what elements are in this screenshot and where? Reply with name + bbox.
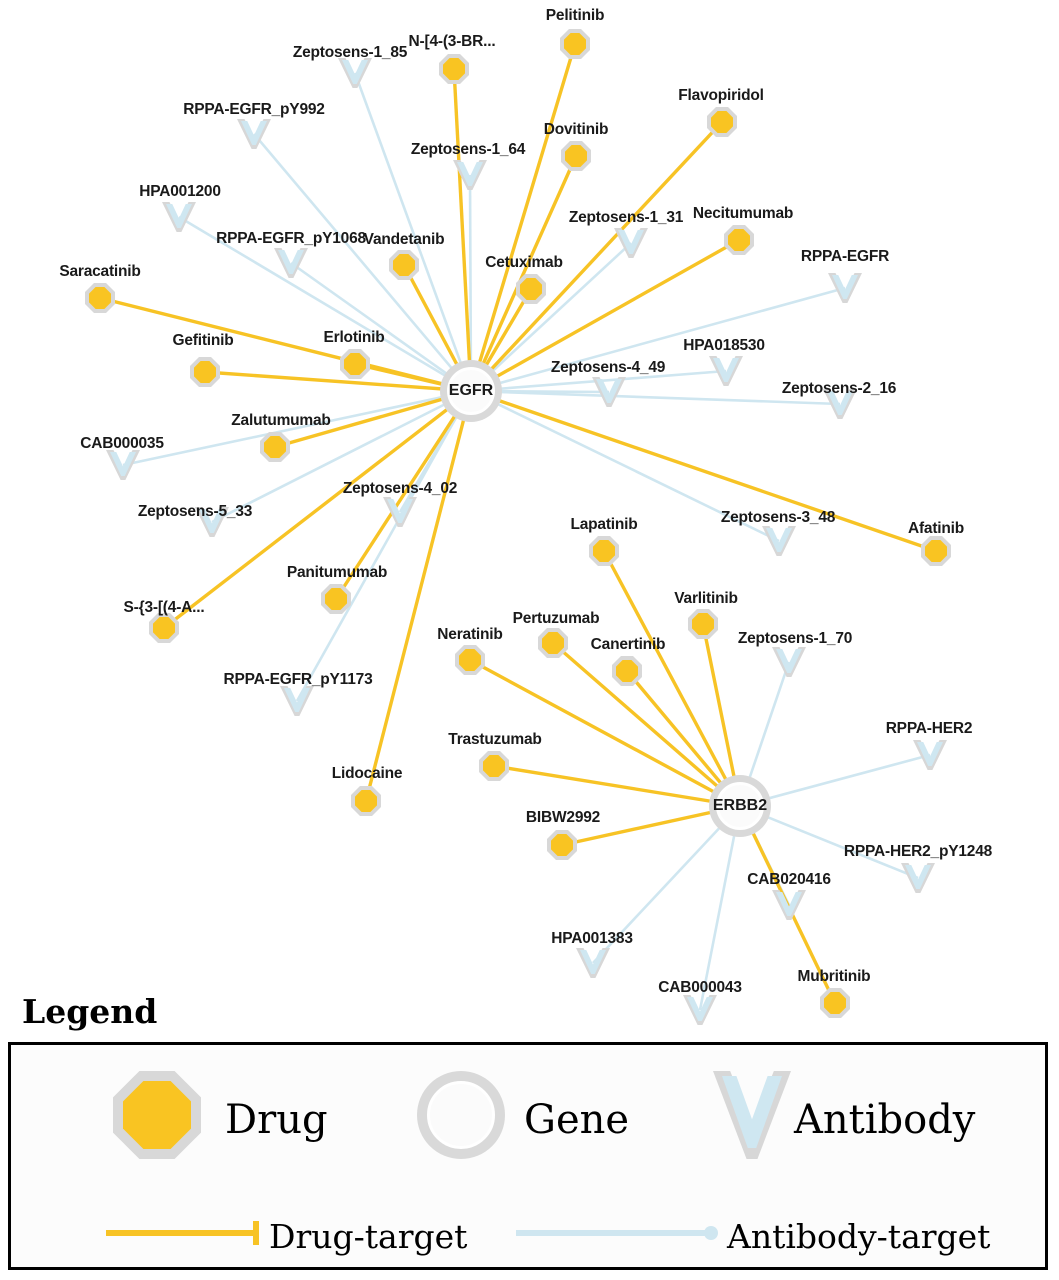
drug-node-label: Canertinib [590,636,666,653]
drug-node-label: S-{3-[(4-A... [123,599,205,616]
drug-node[interactable] [389,250,419,280]
antibody-node[interactable] [592,377,626,407]
antibody-node-label: CAB000043 [658,979,742,996]
antibody-node[interactable] [772,890,806,920]
drug-node-label: Neratinib [437,626,503,643]
antibody-node-label: RPPA-EGFR_pY992 [183,101,325,118]
legend-antibody-label: Antibody [794,1097,976,1143]
drug-node[interactable] [820,988,850,1018]
antibody-node[interactable] [338,58,372,88]
drug-node[interactable] [560,29,590,59]
drug-node-label: Gefitinib [172,332,234,349]
antibody-node-label: RPPA-EGFR_pY1173 [223,671,373,688]
legend-antibody-target-label: Antibody-target [727,1217,991,1256]
antibody-node[interactable] [614,228,648,258]
drug-node-label: Necitumumab [692,205,794,222]
drug-node-label: N-[4-(3-BR... [408,33,496,50]
antibody-node[interactable] [828,273,862,303]
legend-gene-icon [417,1071,505,1159]
antibody-node[interactable] [772,647,806,677]
drug-node-label: Panitumumab [286,564,388,581]
drug-node[interactable] [547,830,577,860]
drug-node[interactable] [85,283,115,313]
drug-node[interactable] [921,536,951,566]
legend-title: Legend [22,992,158,1031]
drug-node[interactable] [479,751,509,781]
antibody-node-label: RPPA-HER2_pY1248 [843,843,993,860]
antibody-node-label: Zeptosens-5_33 [137,503,253,520]
drug-node-label: Vandetanib [363,231,445,248]
legend-panel [8,1042,1048,1270]
drug-node-label: BIBW2992 [525,809,601,826]
antibody-node-label: HPA001200 [139,183,221,200]
drug-node[interactable] [149,613,179,643]
gene-node-label: EGFR [448,382,494,399]
drug-node-label: Lidocaine [331,765,403,782]
drug-node[interactable] [455,645,485,675]
antibody-node[interactable] [576,948,610,978]
antibody-node[interactable] [162,202,196,232]
antibody-node-label: Zeptosens-4_02 [342,480,458,497]
antibody-node-label: RPPA-HER2 [885,720,973,737]
drug-node-label: Pertuzumab [512,610,600,627]
drug-node-label: Trastuzumab [448,731,542,748]
antibody-node-label: CAB020416 [747,871,831,888]
drug-node[interactable] [688,609,718,639]
legend-drug-label: Drug [225,1097,328,1143]
drug-node-label: Lapatinib [570,516,638,533]
legend-drug-icon [113,1071,201,1159]
drug-node-label: Saracatinib [59,263,141,280]
drug-node[interactable] [724,225,754,255]
graph-edge [297,391,471,701]
drug-node-label: Dovitinib [543,121,609,138]
antibody-node[interactable] [683,995,717,1025]
legend-antibody-icon [713,1071,791,1159]
antibody-node-label: Zeptosens-1_64 [410,141,526,158]
drug-node-label: Afatinib [907,520,965,537]
drug-node[interactable] [707,107,737,137]
gene-node-label: ERBB2 [712,797,768,814]
antibody-node[interactable] [453,160,487,190]
antibody-node[interactable] [383,497,417,527]
antibody-node-label: Zeptosens-1_31 [568,209,684,226]
antibody-node[interactable] [709,356,743,386]
graph-edge [454,69,471,391]
antibody-node-label: RPPA-EGFR_pY1068 [216,230,366,247]
antibody-node-label: HPA001383 [551,930,633,947]
drug-node[interactable] [439,54,469,84]
antibody-node-label: Zeptosens-3_48 [720,509,836,526]
legend-drug-target-label: Drug-target [269,1217,468,1256]
drug-node[interactable] [589,536,619,566]
drug-node[interactable] [561,141,591,171]
antibody-node[interactable] [762,526,796,556]
drug-node-label: Cetuximab [485,254,563,271]
antibody-node-label: Zeptosens-2_16 [781,380,897,397]
drug-node-label: Erlotinib [323,329,385,346]
drug-node-label: Pelitinib [545,7,605,24]
drug-node[interactable] [612,656,642,686]
drug-node[interactable] [190,357,220,387]
drug-node[interactable] [538,628,568,658]
antibody-node[interactable] [913,740,947,770]
graph-edge [471,44,575,391]
antibody-node[interactable] [274,248,308,278]
antibody-node-label: RPPA-EGFR [800,248,890,265]
drug-node-label: Zalutumumab [231,412,331,429]
antibody-node-label: Zeptosens-1_85 [292,44,408,61]
antibody-node[interactable] [280,686,314,716]
antibody-node[interactable] [106,450,140,480]
drug-node[interactable] [340,349,370,379]
antibody-node[interactable] [901,863,935,893]
drug-node[interactable] [260,432,290,462]
drug-node-label: Mubritinib [797,968,871,985]
antibody-node-label: Zeptosens-1_70 [737,630,853,647]
drug-node-label: Varlitinib [674,590,738,607]
antibody-node-label: CAB000035 [80,435,164,452]
graph-edge [471,391,936,551]
antibody-node-label: Zeptosens-4_49 [550,359,666,376]
drug-node-label: Flavopiridol [678,87,764,104]
drug-node[interactable] [351,786,381,816]
antibody-node[interactable] [237,119,271,149]
drug-node[interactable] [516,274,546,304]
antibody-node-label: HPA018530 [683,337,765,354]
drug-node[interactable] [321,584,351,614]
legend-gene-label: Gene [524,1097,630,1143]
